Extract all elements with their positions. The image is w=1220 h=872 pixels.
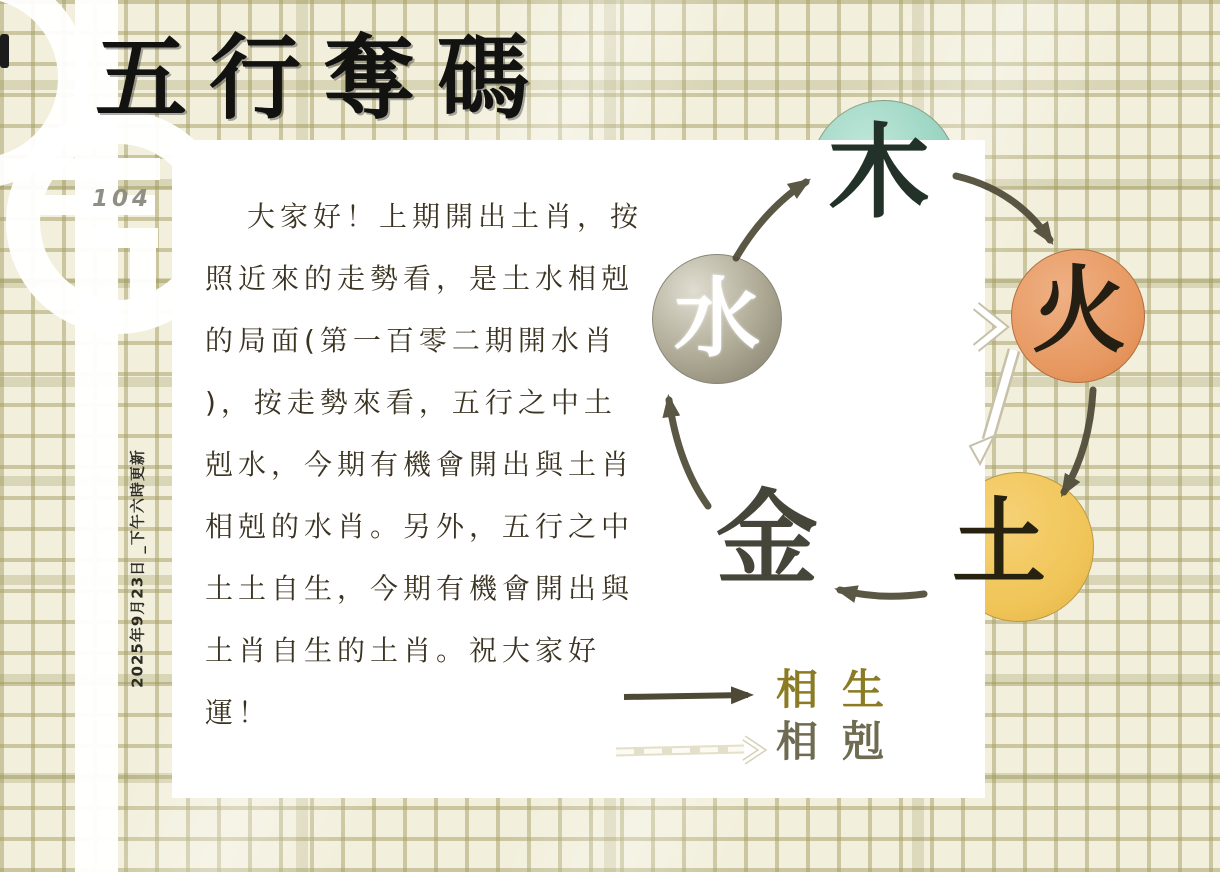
text-line: )，按走勢來看，五行之中土 xyxy=(205,386,617,419)
text-line: 運！ xyxy=(205,696,272,729)
logo-accent-mark xyxy=(0,34,9,68)
text-line: 照近來的走勢看，是土水相剋 xyxy=(205,262,635,295)
fire-label: 火 xyxy=(1032,256,1127,366)
page-title: 五行奪碼 xyxy=(95,24,552,132)
text-line: 剋水，今期有機會開出與土肖 xyxy=(205,448,635,481)
logo-bar-3 xyxy=(92,228,158,248)
logo-hook xyxy=(130,248,156,316)
sheng-arrow-fire-to-earth xyxy=(1064,390,1093,492)
water-label: 水 xyxy=(674,268,760,369)
text-line: 大家好！上期開出土肖，按 xyxy=(247,200,644,233)
update-date-vertical: 2025年9月23日 _下午六時更新 xyxy=(128,449,147,688)
article-text xyxy=(205,186,643,744)
legend-sheng-label: 相生 xyxy=(776,665,909,714)
text-line: 相剋的水肖。另外，五行之中 xyxy=(205,510,635,543)
wood-label: 木 xyxy=(828,113,930,233)
text-line: 土肖自生的土肖。祝大家好 xyxy=(205,634,602,667)
logo-bar-1 xyxy=(40,158,160,180)
legend-ke-label: 相剋 xyxy=(776,717,909,766)
earth-label: 土 xyxy=(952,488,1047,598)
text-line: 土土自生，今期有機會開出與 xyxy=(205,572,635,605)
page-number: 104 xyxy=(92,186,153,212)
metal-label: 金 xyxy=(716,479,818,599)
text-line: 的局面(第一百零二期開水肖 xyxy=(205,324,617,357)
